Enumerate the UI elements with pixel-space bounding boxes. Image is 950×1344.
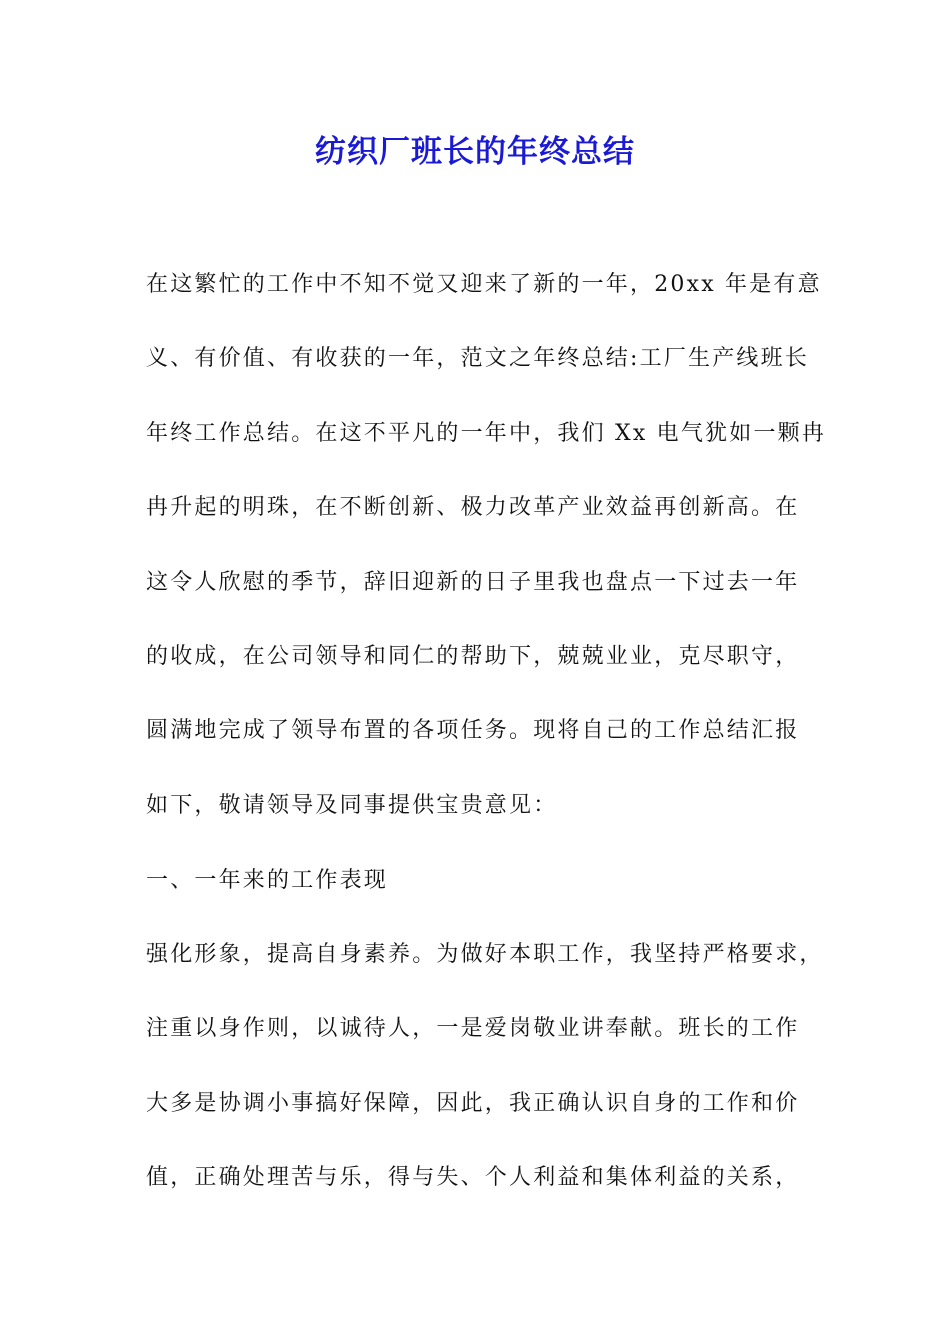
body-line: 这令人欣慰的季节，辞旧迎新的日子里我也盘点一下过去一年 [146, 570, 800, 595]
body-line: 在这繁忙的工作中不知不觉又迎来了新的一年，20xx 年是有意 [146, 272, 822, 297]
body-line: 年终工作总结。在这不平凡的一年中，我们 Xx 电气犹如一颗冉 [146, 421, 827, 446]
body-line: 圆满地完成了领导布置的各项任务。现将自己的工作总结汇报 [146, 718, 800, 743]
body-line: 值，正确处理苦与乐，得与失、个人利益和集体利益的关系， [146, 1165, 800, 1190]
body-line: 义、有价值、有收获的一年，范文之年终总结:工厂生产线班长 [146, 346, 810, 371]
body-line: 如下，敬请领导及同事提供宝贵意见： [146, 793, 558, 818]
body-line: 大多是协调小事搞好保障，因此，我正确认识自身的工作和价 [146, 1091, 800, 1116]
section-heading: 一、一年来的工作表现 [146, 868, 389, 893]
body-line: 注重以身作则，以诚待人，一是爱岗敬业讲奉献。班长的工作 [146, 1016, 800, 1041]
body-line: 冉升起的明珠，在不断创新、极力改革产业效益再创新高。在 [146, 495, 800, 520]
document-title: 纺织厂班长的年终总结 [315, 134, 635, 170]
body-line: 强化形象，提高自身素养。为做好本职工作，我坚持严格要求， [146, 942, 824, 967]
body-line: 的收成，在公司领导和同仁的帮助下，兢兢业业，克尽职守， [146, 644, 800, 669]
